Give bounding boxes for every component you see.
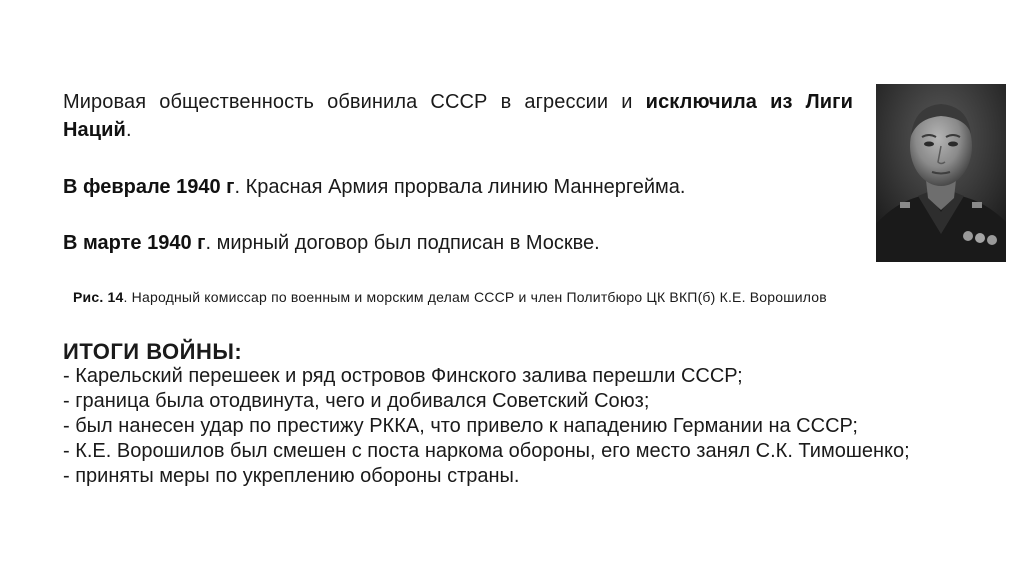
list-item: - Карельский перешеек и ряд островов Финского залива перешли СССР; <box>63 365 743 387</box>
intro-end: . <box>125 119 132 141</box>
february-date: В феврале 1940 г <box>63 176 235 198</box>
february-text: . Красная Армия прорвала линию Маннергейма. <box>234 176 686 198</box>
list-item: - граница была отодвинута, чего и добивался Советский Союз; <box>63 390 650 412</box>
list-item: - приняты меры по укреплению обороны страны. <box>63 465 520 487</box>
figure-caption <box>73 287 827 307</box>
portrait-photo-icon <box>876 84 1006 262</box>
march-date: В марте 1940 г <box>63 232 206 254</box>
intro-text: Мировая общественность обвинила СССР в агрессии и <box>63 91 646 113</box>
caption-text: . Народный комиссар по военным и морским делам СССР и член Политбюро ЦК ВКП(б) К.Е. Ворошилов <box>123 289 827 305</box>
results-title: ИТОГИ ВОЙНЫ: <box>63 339 243 364</box>
february-paragraph <box>63 173 685 201</box>
portrait-photo <box>876 84 1006 262</box>
intro-paragraph <box>63 88 853 144</box>
caption-label: Рис. 14 <box>73 289 124 305</box>
march-paragraph <box>63 229 600 257</box>
list-item: - К.Е. Ворошилов был смешен с поста наркома обороны, его место занял С.К. Тимошенко; <box>63 440 910 462</box>
results-list <box>63 364 910 489</box>
list-item: - был нанесен удар по престижу РККА, что привело к нападению Германии на СССР; <box>63 415 858 437</box>
march-text: . мирный договор был подписан в Москве. <box>205 232 600 254</box>
intro-bold: исключила из Лиги Наций <box>63 91 853 141</box>
